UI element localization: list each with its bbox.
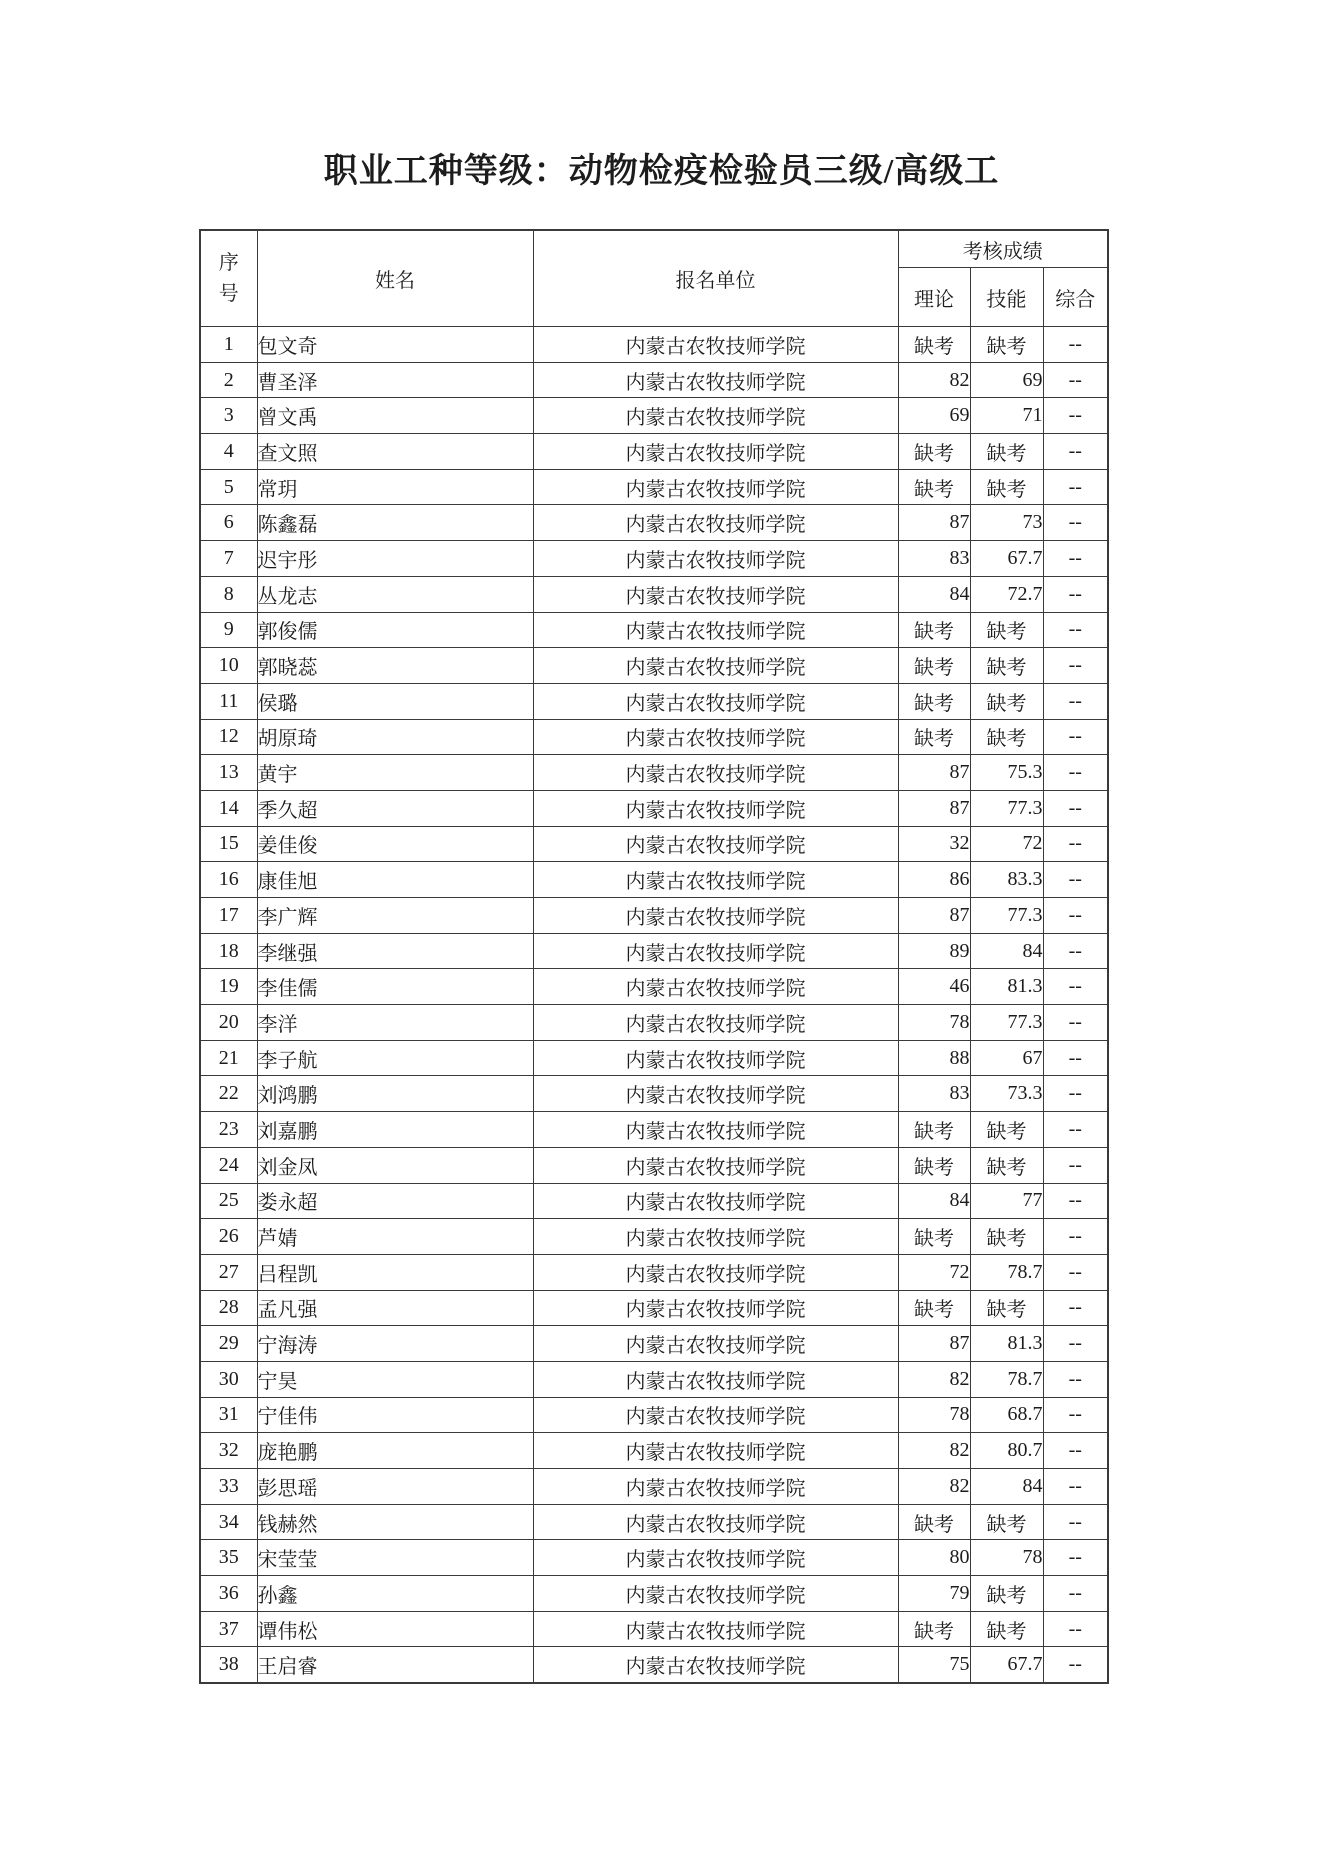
registration-unit-cell: 内蒙古农牧技师学院 xyxy=(533,612,898,648)
table-row xyxy=(200,327,1108,363)
overall-score-cell: -- xyxy=(1043,1361,1108,1397)
table-row xyxy=(200,398,1108,434)
overall-score-cell: -- xyxy=(1043,1504,1108,1540)
overall-score-cell: -- xyxy=(1043,790,1108,826)
table-row xyxy=(200,790,1108,826)
overall-score-cell: -- xyxy=(1043,1112,1108,1148)
table-row xyxy=(200,469,1108,505)
overall-score-cell: -- xyxy=(1043,1326,1108,1362)
table-row xyxy=(200,1183,1108,1219)
row-index-cell: 16 xyxy=(200,862,257,898)
table-row xyxy=(200,541,1108,577)
candidate-name-cell: 曹圣泽 xyxy=(257,362,533,398)
overall-score-cell: -- xyxy=(1043,1147,1108,1183)
overall-score-cell: -- xyxy=(1043,1005,1108,1041)
skill-score-cell: 67 xyxy=(970,1040,1043,1076)
row-index-cell: 15 xyxy=(200,826,257,862)
registration-unit-cell: 内蒙古农牧技师学院 xyxy=(533,790,898,826)
registration-unit-cell: 内蒙古农牧技师学院 xyxy=(533,683,898,719)
theory-score-cell: 82 xyxy=(898,362,970,398)
header-skill: 技能 xyxy=(970,268,1043,327)
theory-score-cell: 84 xyxy=(898,1183,970,1219)
table-row xyxy=(200,1540,1108,1576)
table-row xyxy=(200,1254,1108,1290)
row-index-cell: 18 xyxy=(200,933,257,969)
theory-score-cell: 缺考 xyxy=(898,683,970,719)
theory-score-cell: 缺考 xyxy=(898,434,970,470)
theory-score-cell: 78 xyxy=(898,1005,970,1041)
theory-score-cell: 87 xyxy=(898,790,970,826)
registration-unit-cell: 内蒙古农牧技师学院 xyxy=(533,1219,898,1255)
candidate-name-cell: 郭晓蕊 xyxy=(257,648,533,684)
candidate-name-cell: 迟宇彤 xyxy=(257,541,533,577)
table-row xyxy=(200,683,1108,719)
candidate-name-cell: 彭思瑶 xyxy=(257,1469,533,1505)
skill-score-cell: 缺考 xyxy=(970,612,1043,648)
row-index-cell: 34 xyxy=(200,1504,257,1540)
row-index-cell: 12 xyxy=(200,719,257,755)
skill-score-cell: 缺考 xyxy=(970,1219,1043,1255)
theory-score-cell: 缺考 xyxy=(898,1504,970,1540)
row-index-cell: 13 xyxy=(200,755,257,791)
table-row xyxy=(200,648,1108,684)
theory-score-cell: 87 xyxy=(898,1326,970,1362)
row-index-cell: 7 xyxy=(200,541,257,577)
table-row xyxy=(200,1219,1108,1255)
registration-unit-cell: 内蒙古农牧技师学院 xyxy=(533,1147,898,1183)
row-index-cell: 28 xyxy=(200,1290,257,1326)
table-row xyxy=(200,719,1108,755)
table-row xyxy=(200,898,1108,934)
theory-score-cell: 86 xyxy=(898,862,970,898)
theory-score-cell: 69 xyxy=(898,398,970,434)
theory-score-cell: 82 xyxy=(898,1361,970,1397)
candidate-name-cell: 钱赫然 xyxy=(257,1504,533,1540)
overall-score-cell: -- xyxy=(1043,434,1108,470)
row-index-cell: 22 xyxy=(200,1076,257,1112)
skill-score-cell: 缺考 xyxy=(970,327,1043,363)
table-row xyxy=(200,933,1108,969)
overall-score-cell: -- xyxy=(1043,862,1108,898)
registration-unit-cell: 内蒙古农牧技师学院 xyxy=(533,862,898,898)
theory-score-cell: 缺考 xyxy=(898,1147,970,1183)
skill-score-cell: 缺考 xyxy=(970,1290,1043,1326)
registration-unit-cell: 内蒙古农牧技师学院 xyxy=(533,898,898,934)
registration-unit-cell: 内蒙古农牧技师学院 xyxy=(533,1326,898,1362)
registration-unit-cell: 内蒙古农牧技师学院 xyxy=(533,969,898,1005)
row-index-cell: 9 xyxy=(200,612,257,648)
table-row xyxy=(200,1326,1108,1362)
overall-score-cell: -- xyxy=(1043,755,1108,791)
row-index-cell: 37 xyxy=(200,1611,257,1647)
document-title: 职业工种等级：动物检疫检验员三级/高级工 xyxy=(323,153,1000,190)
theory-score-cell: 83 xyxy=(898,1076,970,1112)
table-row xyxy=(200,1361,1108,1397)
overall-score-cell: -- xyxy=(1043,1183,1108,1219)
candidate-name-cell: 孟凡强 xyxy=(257,1290,533,1326)
overall-score-cell: -- xyxy=(1043,1397,1108,1433)
registration-unit-cell: 内蒙古农牧技师学院 xyxy=(533,434,898,470)
candidate-name-cell: 李继强 xyxy=(257,933,533,969)
candidate-name-cell: 宁海涛 xyxy=(257,1326,533,1362)
skill-score-cell: 81.3 xyxy=(970,1326,1043,1362)
candidate-name-cell: 刘金凤 xyxy=(257,1147,533,1183)
registration-unit-cell: 内蒙古农牧技师学院 xyxy=(533,1611,898,1647)
candidate-name-cell: 宁佳伟 xyxy=(257,1397,533,1433)
candidate-name-cell: 丛龙志 xyxy=(257,576,533,612)
row-index-cell: 32 xyxy=(200,1433,257,1469)
skill-score-cell: 81.3 xyxy=(970,969,1043,1005)
candidate-name-cell: 姜佳俊 xyxy=(257,826,533,862)
theory-score-cell: 87 xyxy=(898,505,970,541)
overall-score-cell: -- xyxy=(1043,719,1108,755)
skill-score-cell: 77.3 xyxy=(970,790,1043,826)
table-row xyxy=(200,1576,1108,1612)
registration-unit-cell: 内蒙古农牧技师学院 xyxy=(533,1112,898,1148)
skill-score-cell: 67.7 xyxy=(970,541,1043,577)
skill-score-cell: 75.3 xyxy=(970,755,1043,791)
row-index-cell: 3 xyxy=(200,398,257,434)
registration-unit-cell: 内蒙古农牧技师学院 xyxy=(533,1076,898,1112)
candidate-name-cell: 查文照 xyxy=(257,434,533,470)
candidate-name-cell: 李广辉 xyxy=(257,898,533,934)
candidate-name-cell: 季久超 xyxy=(257,790,533,826)
registration-unit-cell: 内蒙古农牧技师学院 xyxy=(533,1469,898,1505)
skill-score-cell: 缺考 xyxy=(970,719,1043,755)
skill-score-cell: 缺考 xyxy=(970,1504,1043,1540)
overall-score-cell: -- xyxy=(1043,469,1108,505)
skill-score-cell: 78 xyxy=(970,1540,1043,1576)
header-theory: 理论 xyxy=(898,268,970,327)
theory-score-cell: 缺考 xyxy=(898,469,970,505)
theory-score-cell: 缺考 xyxy=(898,327,970,363)
theory-score-cell: 缺考 xyxy=(898,648,970,684)
registration-unit-cell: 内蒙古农牧技师学院 xyxy=(533,1254,898,1290)
registration-unit-cell: 内蒙古农牧技师学院 xyxy=(533,648,898,684)
registration-unit-cell: 内蒙古农牧技师学院 xyxy=(533,933,898,969)
registration-unit-cell: 内蒙古农牧技师学院 xyxy=(533,1576,898,1612)
row-index-cell: 19 xyxy=(200,969,257,1005)
row-index-cell: 26 xyxy=(200,1219,257,1255)
skill-score-cell: 78.7 xyxy=(970,1254,1043,1290)
registration-unit-cell: 内蒙古农牧技师学院 xyxy=(533,826,898,862)
row-index-cell: 20 xyxy=(200,1005,257,1041)
skill-score-cell: 72.7 xyxy=(970,576,1043,612)
row-index-cell: 29 xyxy=(200,1326,257,1362)
candidate-name-cell: 李佳儒 xyxy=(257,969,533,1005)
header-overall: 综合 xyxy=(1043,268,1108,327)
candidate-name-cell: 吕程凯 xyxy=(257,1254,533,1290)
theory-score-cell: 78 xyxy=(898,1397,970,1433)
row-index-cell: 30 xyxy=(200,1361,257,1397)
candidate-name-cell: 陈鑫磊 xyxy=(257,505,533,541)
candidate-name-cell: 庞艳鹏 xyxy=(257,1433,533,1469)
candidate-name-cell: 宁昊 xyxy=(257,1361,533,1397)
overall-score-cell: -- xyxy=(1043,1040,1108,1076)
header-score-group: 考核成绩 xyxy=(898,230,1108,268)
table-row xyxy=(200,1147,1108,1183)
candidate-name-cell: 谭伟松 xyxy=(257,1611,533,1647)
theory-score-cell: 84 xyxy=(898,576,970,612)
candidate-name-cell: 黄宇 xyxy=(257,755,533,791)
row-index-cell: 11 xyxy=(200,683,257,719)
candidate-name-cell: 曾文禹 xyxy=(257,398,533,434)
candidate-name-cell: 娄永超 xyxy=(257,1183,533,1219)
results-table-body xyxy=(200,327,1108,1684)
theory-score-cell: 72 xyxy=(898,1254,970,1290)
candidate-name-cell: 孙鑫 xyxy=(257,1576,533,1612)
theory-score-cell: 87 xyxy=(898,755,970,791)
skill-score-cell: 73.3 xyxy=(970,1076,1043,1112)
theory-score-cell: 缺考 xyxy=(898,719,970,755)
registration-unit-cell: 内蒙古农牧技师学院 xyxy=(533,541,898,577)
row-index-cell: 8 xyxy=(200,576,257,612)
table-row xyxy=(200,1290,1108,1326)
theory-score-cell: 32 xyxy=(898,826,970,862)
registration-unit-cell: 内蒙古农牧技师学院 xyxy=(533,1005,898,1041)
header-index xyxy=(200,230,257,327)
table-row xyxy=(200,862,1108,898)
skill-score-cell: 72 xyxy=(970,826,1043,862)
table-row xyxy=(200,969,1108,1005)
theory-score-cell: 83 xyxy=(898,541,970,577)
overall-score-cell: -- xyxy=(1043,648,1108,684)
table-row xyxy=(200,1611,1108,1647)
header-unit: 报名单位 xyxy=(533,230,898,327)
skill-score-cell: 缺考 xyxy=(970,1112,1043,1148)
registration-unit-cell: 内蒙古农牧技师学院 xyxy=(533,469,898,505)
overall-score-cell: -- xyxy=(1043,576,1108,612)
header-index-label: 序号 xyxy=(218,251,239,305)
overall-score-cell: -- xyxy=(1043,398,1108,434)
row-index-cell: 2 xyxy=(200,362,257,398)
theory-score-cell: 88 xyxy=(898,1040,970,1076)
registration-unit-cell: 内蒙古农牧技师学院 xyxy=(533,1433,898,1469)
overall-score-cell: -- xyxy=(1043,1219,1108,1255)
registration-unit-cell: 内蒙古农牧技师学院 xyxy=(533,1540,898,1576)
row-index-cell: 6 xyxy=(200,505,257,541)
overall-score-cell: -- xyxy=(1043,933,1108,969)
theory-score-cell: 87 xyxy=(898,898,970,934)
theory-score-cell: 89 xyxy=(898,933,970,969)
row-index-cell: 21 xyxy=(200,1040,257,1076)
overall-score-cell: -- xyxy=(1043,826,1108,862)
theory-score-cell: 缺考 xyxy=(898,1611,970,1647)
skill-score-cell: 缺考 xyxy=(970,683,1043,719)
overall-score-cell: -- xyxy=(1043,327,1108,363)
table-row xyxy=(200,612,1108,648)
row-index-cell: 38 xyxy=(200,1647,257,1683)
table-row xyxy=(200,1005,1108,1041)
overall-score-cell: -- xyxy=(1043,683,1108,719)
results-table-header xyxy=(200,230,1108,327)
row-index-cell: 10 xyxy=(200,648,257,684)
registration-unit-cell: 内蒙古农牧技师学院 xyxy=(533,362,898,398)
skill-score-cell: 69 xyxy=(970,362,1043,398)
skill-score-cell: 71 xyxy=(970,398,1043,434)
row-index-cell: 14 xyxy=(200,790,257,826)
skill-score-cell: 67.7 xyxy=(970,1647,1043,1683)
registration-unit-cell: 内蒙古农牧技师学院 xyxy=(533,755,898,791)
theory-score-cell: 缺考 xyxy=(898,1290,970,1326)
candidate-name-cell: 李洋 xyxy=(257,1005,533,1041)
registration-unit-cell: 内蒙古农牧技师学院 xyxy=(533,1183,898,1219)
candidate-name-cell: 王启睿 xyxy=(257,1647,533,1683)
table-row xyxy=(200,505,1108,541)
registration-unit-cell: 内蒙古农牧技师学院 xyxy=(533,398,898,434)
candidate-name-cell: 康佳旭 xyxy=(257,862,533,898)
theory-score-cell: 82 xyxy=(898,1433,970,1469)
registration-unit-cell: 内蒙古农牧技师学院 xyxy=(533,1397,898,1433)
table-row xyxy=(200,1469,1108,1505)
overall-score-cell: -- xyxy=(1043,1076,1108,1112)
row-index-cell: 36 xyxy=(200,1576,257,1612)
overall-score-cell: -- xyxy=(1043,898,1108,934)
candidate-name-cell: 刘嘉鹏 xyxy=(257,1112,533,1148)
candidate-name-cell: 郭俊儒 xyxy=(257,612,533,648)
overall-score-cell: -- xyxy=(1043,1576,1108,1612)
registration-unit-cell: 内蒙古农牧技师学院 xyxy=(533,1647,898,1683)
candidate-name-cell: 侯璐 xyxy=(257,683,533,719)
registration-unit-cell: 内蒙古农牧技师学院 xyxy=(533,505,898,541)
results-table xyxy=(199,229,1109,1684)
registration-unit-cell: 内蒙古农牧技师学院 xyxy=(533,719,898,755)
header-name: 姓名 xyxy=(257,230,533,327)
theory-score-cell: 82 xyxy=(898,1469,970,1505)
row-index-cell: 5 xyxy=(200,469,257,505)
theory-score-cell: 79 xyxy=(898,1576,970,1612)
table-row xyxy=(200,1112,1108,1148)
table-row xyxy=(200,362,1108,398)
registration-unit-cell: 内蒙古农牧技师学院 xyxy=(533,1040,898,1076)
overall-score-cell: -- xyxy=(1043,505,1108,541)
table-row xyxy=(200,1504,1108,1540)
overall-score-cell: -- xyxy=(1043,1254,1108,1290)
overall-score-cell: -- xyxy=(1043,1540,1108,1576)
overall-score-cell: -- xyxy=(1043,541,1108,577)
overall-score-cell: -- xyxy=(1043,1647,1108,1683)
skill-score-cell: 缺考 xyxy=(970,1147,1043,1183)
row-index-cell: 27 xyxy=(200,1254,257,1290)
theory-score-cell: 80 xyxy=(898,1540,970,1576)
overall-score-cell: -- xyxy=(1043,362,1108,398)
row-index-cell: 25 xyxy=(200,1183,257,1219)
overall-score-cell: -- xyxy=(1043,1469,1108,1505)
table-row xyxy=(200,755,1108,791)
theory-score-cell: 75 xyxy=(898,1647,970,1683)
registration-unit-cell: 内蒙古农牧技师学院 xyxy=(533,327,898,363)
registration-unit-cell: 内蒙古农牧技师学院 xyxy=(533,1290,898,1326)
table-row xyxy=(200,576,1108,612)
table-row xyxy=(200,1647,1108,1683)
registration-unit-cell: 内蒙古农牧技师学院 xyxy=(533,1504,898,1540)
skill-score-cell: 缺考 xyxy=(970,1611,1043,1647)
row-index-cell: 23 xyxy=(200,1112,257,1148)
skill-score-cell: 缺考 xyxy=(970,434,1043,470)
candidate-name-cell: 常玥 xyxy=(257,469,533,505)
skill-score-cell: 缺考 xyxy=(970,1576,1043,1612)
registration-unit-cell: 内蒙古农牧技师学院 xyxy=(533,1361,898,1397)
overall-score-cell: -- xyxy=(1043,1611,1108,1647)
theory-score-cell: 缺考 xyxy=(898,612,970,648)
skill-score-cell: 77.3 xyxy=(970,1005,1043,1041)
table-row xyxy=(200,1397,1108,1433)
row-index-cell: 35 xyxy=(200,1540,257,1576)
candidate-name-cell: 李子航 xyxy=(257,1040,533,1076)
theory-score-cell: 缺考 xyxy=(898,1219,970,1255)
skill-score-cell: 83.3 xyxy=(970,862,1043,898)
candidate-name-cell: 宋莹莹 xyxy=(257,1540,533,1576)
overall-score-cell: -- xyxy=(1043,1290,1108,1326)
row-index-cell: 4 xyxy=(200,434,257,470)
row-index-cell: 31 xyxy=(200,1397,257,1433)
table-row xyxy=(200,1040,1108,1076)
overall-score-cell: -- xyxy=(1043,969,1108,1005)
row-index-cell: 24 xyxy=(200,1147,257,1183)
overall-score-cell: -- xyxy=(1043,612,1108,648)
registration-unit-cell: 内蒙古农牧技师学院 xyxy=(533,576,898,612)
table-row xyxy=(200,826,1108,862)
skill-score-cell: 缺考 xyxy=(970,469,1043,505)
skill-score-cell: 78.7 xyxy=(970,1361,1043,1397)
skill-score-cell: 80.7 xyxy=(970,1433,1043,1469)
skill-score-cell: 77 xyxy=(970,1183,1043,1219)
row-index-cell: 33 xyxy=(200,1469,257,1505)
skill-score-cell: 68.7 xyxy=(970,1397,1043,1433)
table-row xyxy=(200,1076,1108,1112)
candidate-name-cell: 刘鸿鹏 xyxy=(257,1076,533,1112)
candidate-name-cell: 胡原琦 xyxy=(257,719,533,755)
candidate-name-cell: 芦婧 xyxy=(257,1219,533,1255)
skill-score-cell: 缺考 xyxy=(970,648,1043,684)
table-row xyxy=(200,1433,1108,1469)
skill-score-cell: 77.3 xyxy=(970,898,1043,934)
skill-score-cell: 84 xyxy=(970,1469,1043,1505)
theory-score-cell: 缺考 xyxy=(898,1112,970,1148)
skill-score-cell: 73 xyxy=(970,505,1043,541)
overall-score-cell: -- xyxy=(1043,1433,1108,1469)
row-index-cell: 1 xyxy=(200,327,257,363)
skill-score-cell: 84 xyxy=(970,933,1043,969)
theory-score-cell: 46 xyxy=(898,969,970,1005)
row-index-cell: 17 xyxy=(200,898,257,934)
candidate-name-cell: 包文奇 xyxy=(257,327,533,363)
table-row xyxy=(200,434,1108,470)
